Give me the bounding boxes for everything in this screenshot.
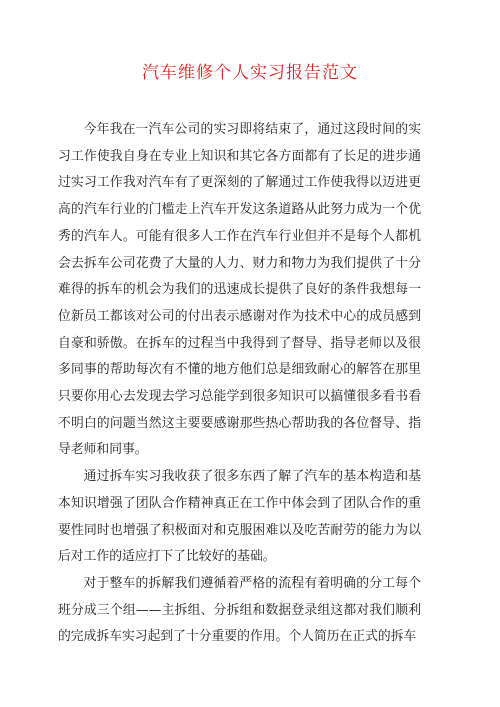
paragraph: 对于整车的拆解我们遵循着严格的流程有着明确的分工每个班分成三个组——主拆组、分拆组和数据登录组这都对我们顺利的完成拆车实习起到了十分重要的作用。个人简历在正式的拆车 (58, 575, 421, 645)
document-body (58, 117, 421, 651)
document-title: 汽车维修个人实习报告范文 (142, 63, 358, 83)
paragraph: 今年我在一汽车公司的实习即将结束了，通过这段时间的实习工作使我自身在专业上知识和其它各方面都有了长足的进步通过实习工作我对汽车有了更深刻的了解通过工作使我得以迈进更高的汽车行业的门槛走上汽车开发这条道路从此努力成为一个优秀的汽车人。可能有很多人工作在汽车行业但并不是每个人都机会去拆车公司花费了大量的人力、财力和物力为我们提供了十分难得的拆车的机会为我们的迅速成长提供了良好的条件我想每一位新员工都该对公司的付出表示感谢对作为技术中心的成员感到自豪和骄傲。在拆车的过程当中我得到了督导、指导老师以及很多同事的帮助每次有不懂的地方他们总是细致耐心的解答在那里只要你用心去发现去学习总能学到很多知识可以搞懂很多看书看不明白的问题当然这主要要感谢那些热心帮助我的各位督导、指导老师和同事。 (58, 122, 421, 458)
paragraph: 通过拆车实习我收获了很多东西了解了汽车的基本构造和基本知识增强了团队合作精神真正在工作中体会到了团队合作的重要性同时也增强了积极面对和克服困难以及吃苦耐劳的能力为以后对工作的适应打下了比较好的基础。 (58, 469, 421, 565)
